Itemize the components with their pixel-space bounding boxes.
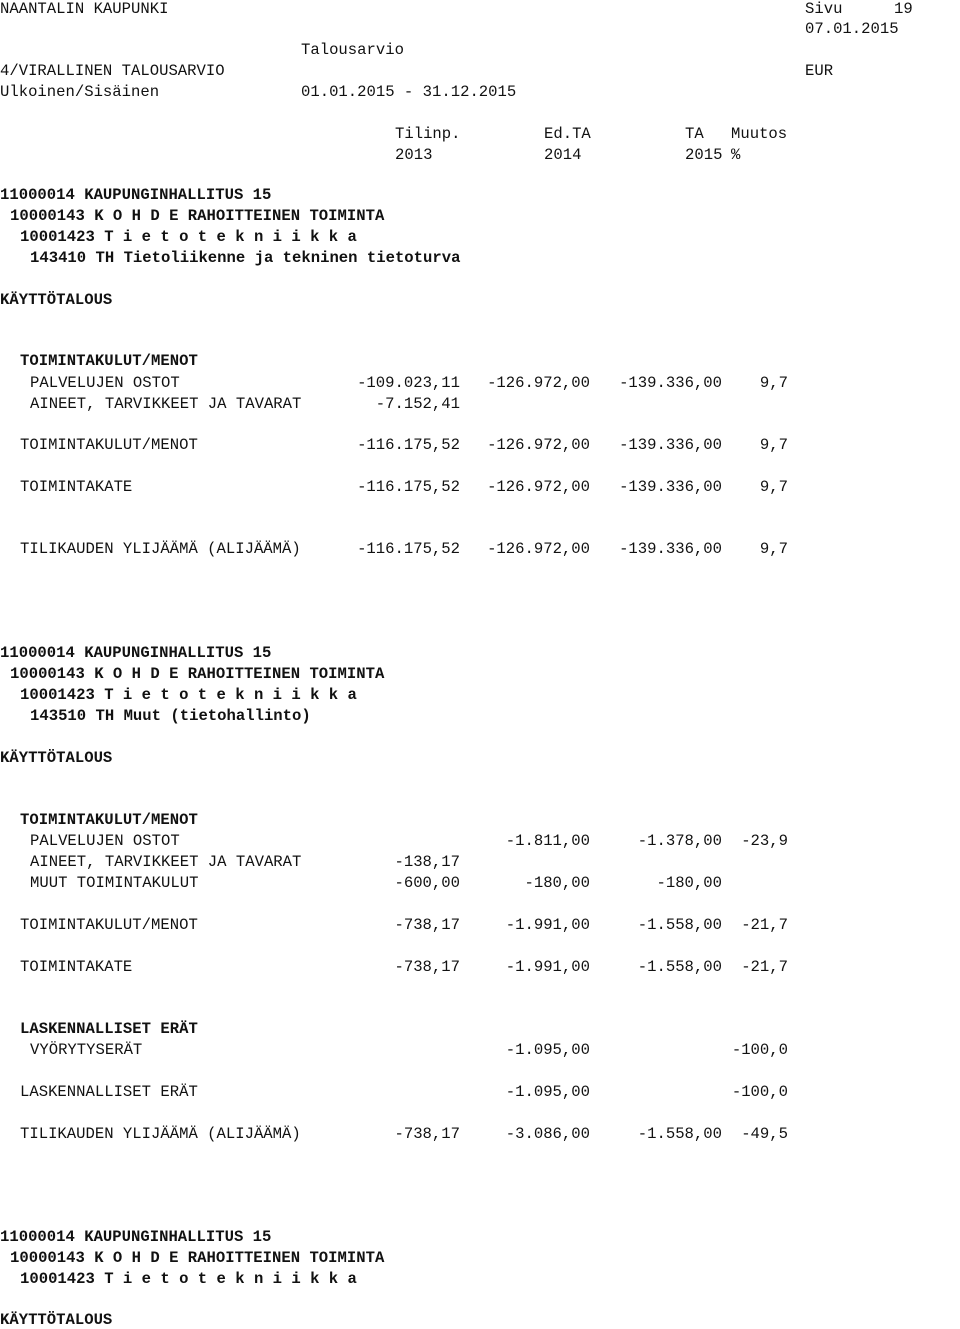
col-header-tilinp: Tilinp. (395, 125, 461, 143)
cell-tilinp: -138,17 (394, 853, 460, 871)
row-label: PALVELUJEN OSTOT (30, 832, 180, 850)
cell-tilinp: -7.152,41 (375, 395, 460, 413)
report-scope: Ulkoinen/Sisäinen (0, 83, 160, 101)
cell-edta: -1.095,00 (505, 1041, 590, 1059)
cell-ta: -180,00 (656, 874, 722, 892)
section2-group2-heading: LASKENNALLISET ERÄT (20, 1020, 198, 1038)
section1-account-l4: 143410 TH Tietoliikenne ja tekninen tietoturva (30, 249, 461, 267)
section1-group-heading: TOIMINTAKULUT/MENOT (20, 352, 198, 370)
cell-tilinp: -109.023,11 (357, 374, 460, 392)
section3-account-l2: 10000143 K O H D E RAHOITTEINEN TOIMINTA (10, 1249, 385, 1267)
section2-account-l4: 143510 TH Muut (tietohallinto) (30, 707, 311, 725)
cell-muutos: -23,9 (741, 832, 788, 850)
cell-edta: -126.972,00 (487, 478, 590, 496)
section3-account-l3: 10001423 T i e t o t e k n i i k k a (20, 1270, 357, 1288)
row-label: AINEET, TARVIKKEET JA TAVARAT (30, 395, 302, 413)
cell-ta: -139.336,00 (619, 478, 722, 496)
row-label: TOIMINTAKULUT/MENOT (20, 436, 198, 454)
cell-muutos: -21,7 (741, 916, 788, 934)
row-label: TILIKAUDEN YLIJÄÄMÄ (ALIJÄÄMÄ) (20, 1125, 301, 1143)
cell-muutos: 9,7 (759, 374, 788, 392)
cell-edta: -126.972,00 (487, 540, 590, 558)
report-period: 01.01.2015 - 31.12.2015 (301, 83, 517, 101)
cell-tilinp: -116.175,52 (357, 478, 460, 496)
section1-account-l1: 11000014 KAUPUNGINHALLITUS 15 (0, 186, 272, 204)
section3-account-l1: 11000014 KAUPUNGINHALLITUS 15 (0, 1228, 272, 1246)
cell-tilinp: -738,17 (394, 916, 460, 934)
section1-account-l2: 10000143 K O H D E RAHOITTEINEN TOIMINTA (10, 207, 385, 225)
section2-account-l2: 10000143 K O H D E RAHOITTEINEN TOIMINTA (10, 665, 385, 683)
report-type: 4/VIRALLINEN TALOUSARVIO (0, 62, 225, 80)
row-label: TOIMINTAKULUT/MENOT (20, 916, 198, 934)
cell-ta: -1.558,00 (637, 958, 722, 976)
cell-tilinp: -738,17 (394, 958, 460, 976)
cell-edta: -1.991,00 (505, 958, 590, 976)
cell-muutos: -100,0 (731, 1083, 788, 1101)
cell-muutos: -21,7 (741, 958, 788, 976)
col-header-ta: TA (685, 125, 704, 143)
cell-muutos: 9,7 (759, 540, 788, 558)
cell-muutos: 9,7 (759, 436, 788, 454)
cell-ta: -1.378,00 (637, 832, 722, 850)
cell-ta: -139.336,00 (619, 540, 722, 558)
cell-edta: -126.972,00 (487, 436, 590, 454)
col-year-2014: 2014 (544, 146, 582, 164)
cell-ta: -1.558,00 (637, 1125, 722, 1143)
row-label: MUUT TOIMINTAKULUT (30, 874, 199, 892)
section2-account-l1: 11000014 KAUPUNGINHALLITUS 15 (0, 644, 272, 662)
section1-kayttotalous: KÄYTTÖTALOUS (0, 291, 113, 309)
cell-edta: -1.095,00 (505, 1083, 590, 1101)
col-header-edta: Ed.TA (544, 125, 591, 143)
municipality-name: NAANTALIN KAUPUNKI (0, 0, 169, 18)
section3-kayttotalous: KÄYTTÖTALOUS (0, 1311, 113, 1329)
cell-edta: -1.991,00 (505, 916, 590, 934)
cell-muutos: 9,7 (759, 478, 788, 496)
page-number: 19 (894, 0, 913, 18)
row-label: VYÖRYTYSERÄT (30, 1041, 143, 1059)
row-label: TOIMINTAKATE (20, 478, 133, 496)
cell-edta: -180,00 (524, 874, 590, 892)
report-date: 07.01.2015 (805, 20, 899, 38)
cell-ta: -1.558,00 (637, 916, 722, 934)
section1-account-l3: 10001423 T i e t o t e k n i i k k a (20, 228, 357, 246)
row-label: TOIMINTAKATE (20, 958, 133, 976)
cell-tilinp: -116.175,52 (357, 436, 460, 454)
col-year-2013: 2013 (395, 146, 433, 164)
section2-account-l3: 10001423 T i e t o t e k n i i k k a (20, 686, 357, 704)
currency: EUR (805, 62, 834, 80)
row-label: AINEET, TARVIKKEET JA TAVARAT (30, 853, 302, 871)
row-label: TILIKAUDEN YLIJÄÄMÄ (ALIJÄÄMÄ) (20, 540, 301, 558)
cell-muutos: -49,5 (741, 1125, 788, 1143)
section2-kayttotalous: KÄYTTÖTALOUS (0, 749, 113, 767)
cell-muutos: -100,0 (731, 1041, 788, 1059)
cell-edta: -1.811,00 (505, 832, 590, 850)
cell-tilinp: -600,00 (394, 874, 460, 892)
cell-ta: -139.336,00 (619, 436, 722, 454)
cell-tilinp: -738,17 (394, 1125, 460, 1143)
page-label: Sivu (805, 0, 843, 18)
cell-tilinp: -116.175,52 (357, 540, 460, 558)
report-title: Talousarvio (301, 41, 404, 59)
col-percent: % (731, 146, 741, 164)
col-header-muutos: Muutos (731, 125, 788, 143)
cell-edta: -3.086,00 (505, 1125, 590, 1143)
section2-group-heading: TOIMINTAKULUT/MENOT (20, 811, 198, 829)
col-year-2015: 2015 (685, 146, 723, 164)
cell-edta: -126.972,00 (487, 374, 590, 392)
row-label: LASKENNALLISET ERÄT (20, 1083, 198, 1101)
cell-ta: -139.336,00 (619, 374, 722, 392)
row-label: PALVELUJEN OSTOT (30, 374, 180, 392)
